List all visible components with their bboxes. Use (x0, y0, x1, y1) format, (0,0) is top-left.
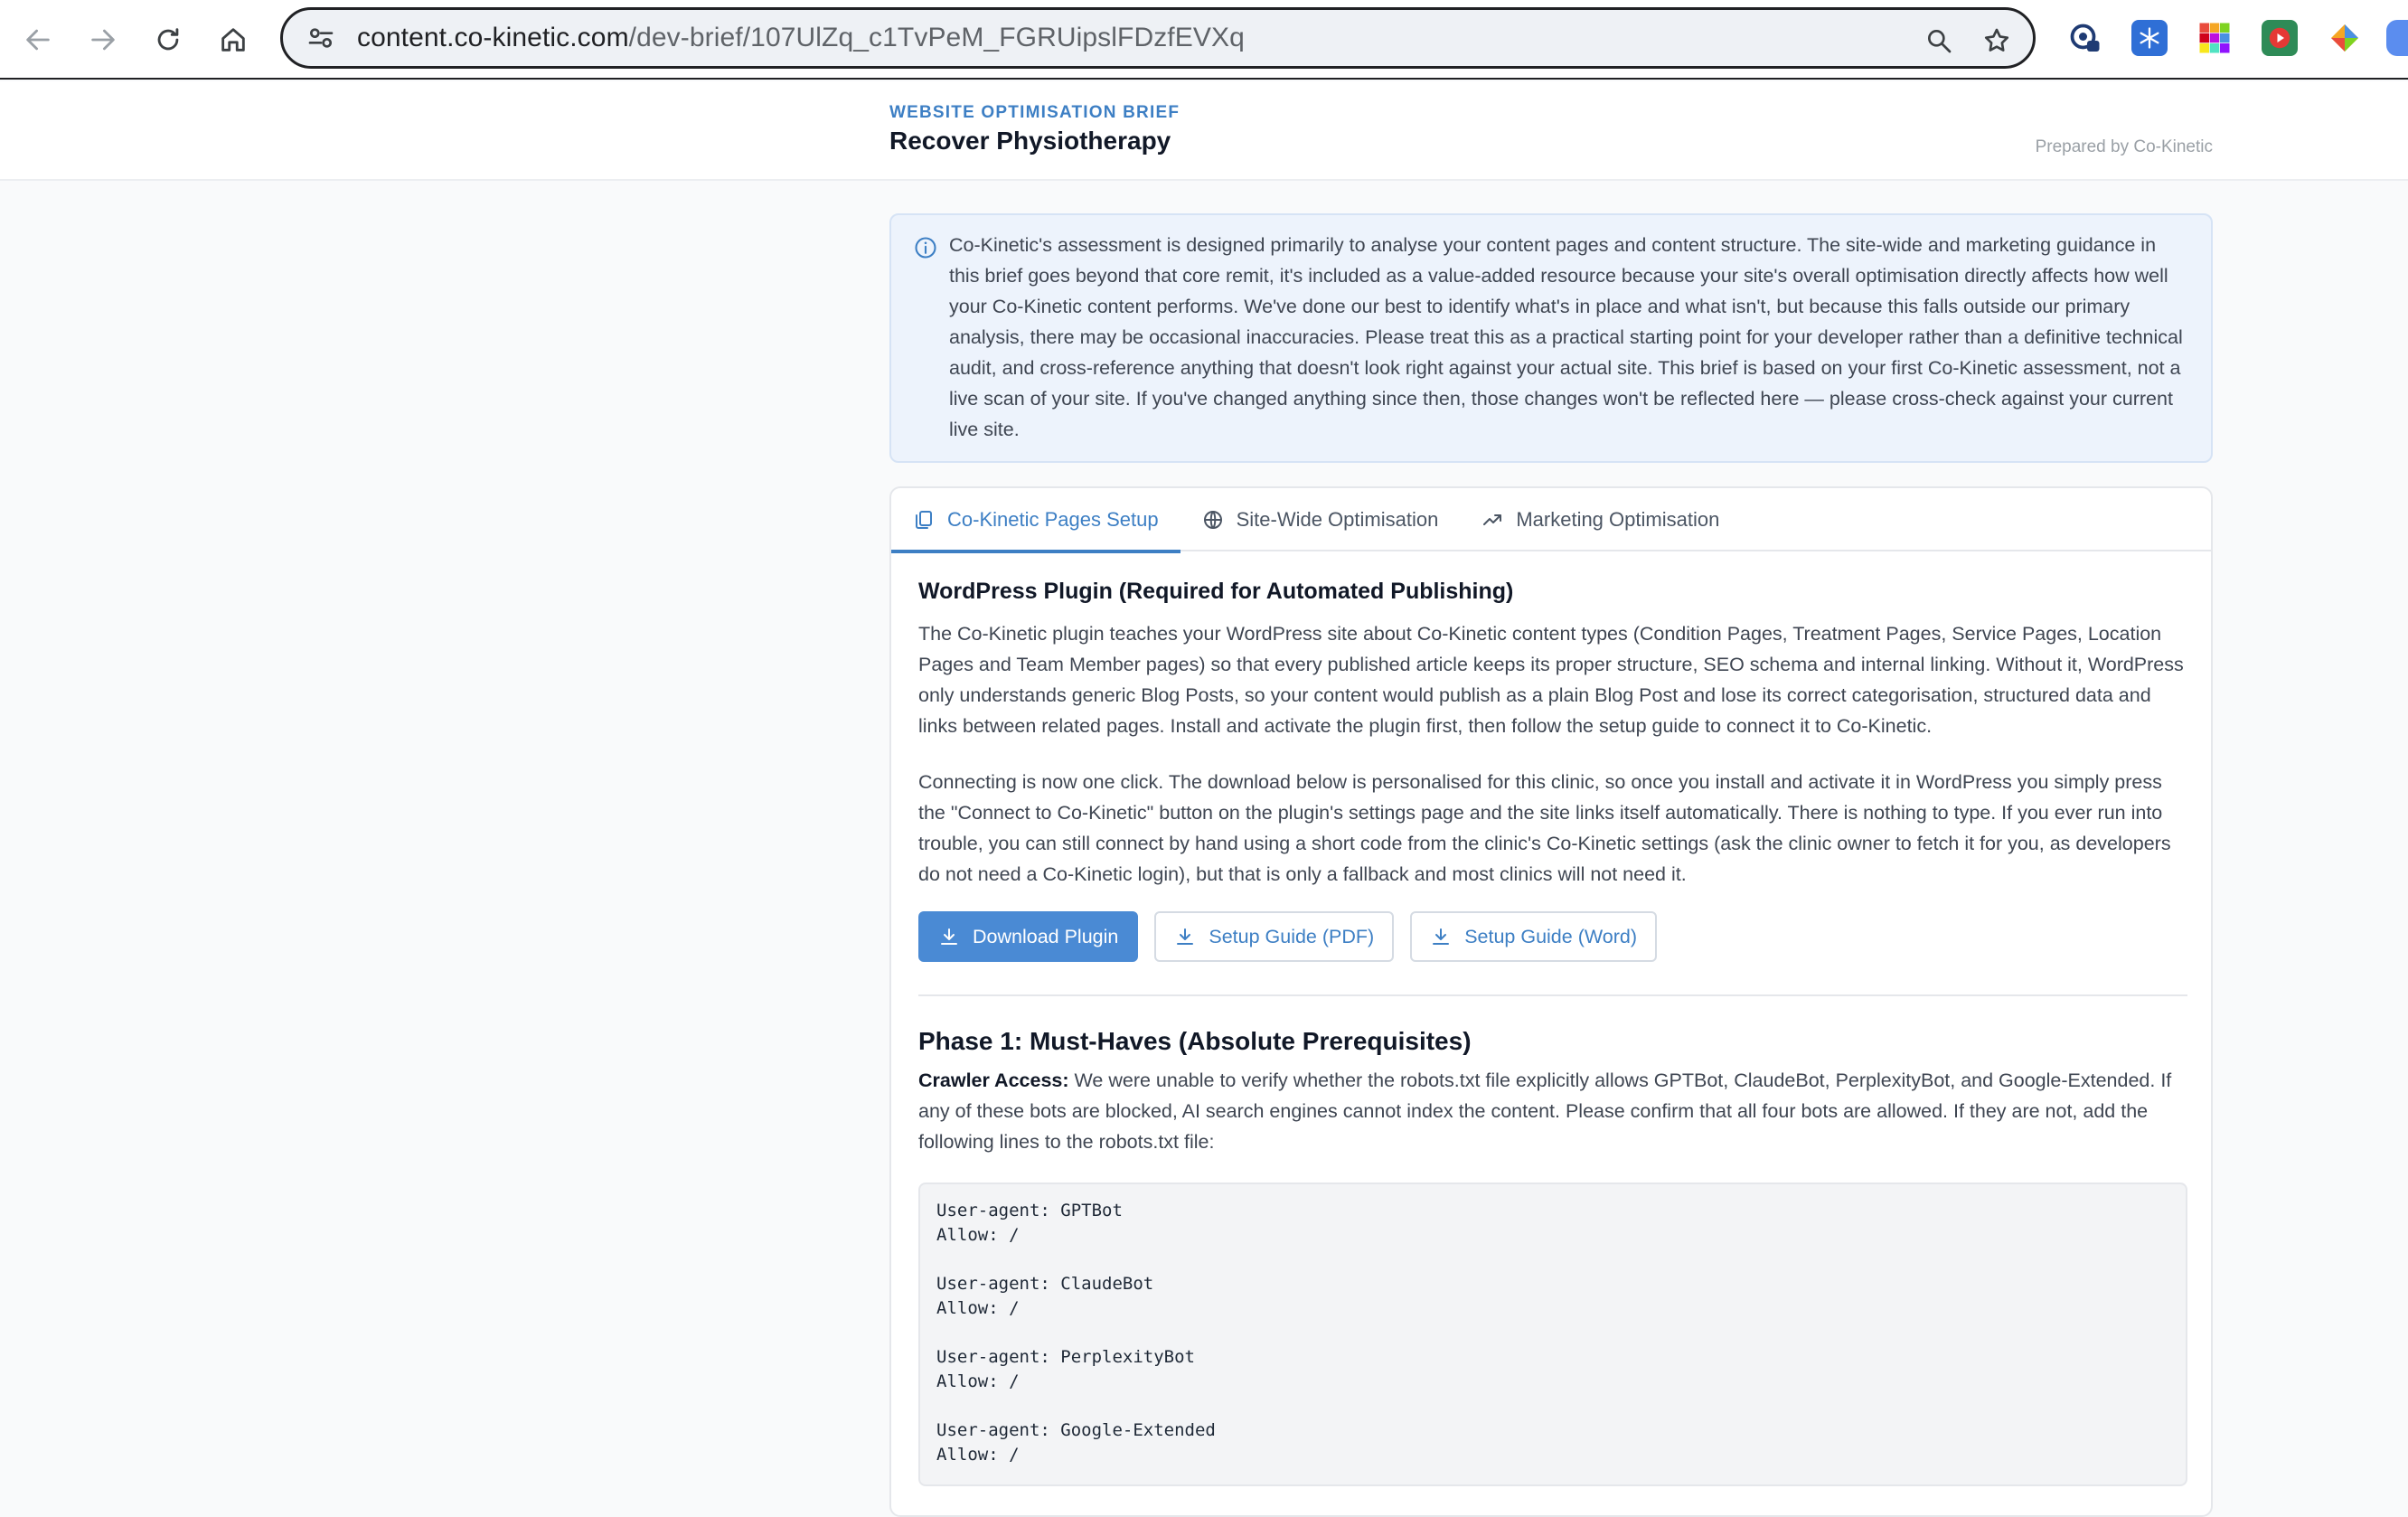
trending-up-icon (1481, 509, 1503, 531)
setup-guide-pdf-button[interactable] (1154, 911, 1394, 962)
video-play-extension-icon[interactable] (2262, 20, 2298, 56)
info-icon (913, 235, 938, 260)
copy-icon (913, 509, 935, 531)
tab-label: Site-Wide Optimisation (1236, 508, 1439, 531)
crawler-access-label: Crawler Access: (918, 1069, 1069, 1091)
snowflake-extension-icon[interactable] (2131, 20, 2168, 56)
brief-card (889, 486, 2213, 1517)
home-button[interactable] (210, 16, 257, 63)
download-icon (938, 926, 960, 947)
reload-icon (153, 24, 183, 55)
section-divider (918, 994, 2187, 996)
plugin-actions (918, 911, 1657, 962)
page-header (0, 81, 2408, 181)
bookmark-star-icon[interactable] (1979, 23, 2015, 59)
plugin-connect-description: Connecting is now one click. The download below is personalised for this clinic, so once you install and activate it in WordPress you simply press the "Connect to Co-Kinetic" button on the plugin's settings page and the site links itself automatically. There is nothing to type. If you ever run into trouble, you can still connect by hand using a short code from the clinic's Co-Kinetic settings (ask the clinic owner to fetch it for you, as developers do not need a Co-Kinetic login), but that is only a fallback and most clinics will not need it. (918, 771, 2171, 885)
browser-toolbar (0, 0, 2408, 80)
crawler-access-body: We were unable to verify whether the robots.txt file explicitly allows GPTBot, ClaudeBot, PerplexityBot, and Google-Extended. If any of these bots are blocked, AI search engines cannot index the content. Please confirm that all four bots are allowed. If they are not, add the following lines to the robots.txt file: (918, 1069, 2172, 1153)
button-label: Download Plugin (973, 925, 1119, 947)
page-title: Recover Physiotherapy (889, 127, 1171, 155)
arrow-left-icon (23, 24, 53, 55)
download-icon (1430, 926, 1452, 947)
back-button[interactable] (14, 16, 61, 63)
notice-text: Co-Kinetic's assessment is designed primarily to analyse your content pages and content structure. The site-wide and marketing guidance in this brief goes beyond that core remit, it's included as a value-added resource because your site's overall optimisation directly affects how well your Co-Kinetic content performs. We've done our best to identify what's in place and what isn't, but because this falls outside our primary analysis, there may be occasional inaccuracies. Please treat this as a practical starting point for your developer rather than a definitive technical audit, and cross-reference anything that doesn't look right against your actual site. This brief is based on your first Co-Kinetic assessment, not a live scan of your site. If you've changed anything since then, those changes won't be reflected here — please cross-check against your current live site. (949, 234, 2183, 440)
plugin-heading: WordPress Plugin (Required for Automated Publishing) (918, 579, 1514, 604)
arrow-right-icon (88, 24, 118, 55)
plugin-description: The Co-Kinetic plugin teaches your WordPress site about Co-Kinetic content types (Condition Pages, Treatment Pages, Service Pages, Location Pages and Team Member pages) so that every published article keeps its proper structure, SEO schema and internal linking. Without it, WordPress only understands generic Blog Posts, so your content would publish as a plain Blog Post and lose its correct categorisation, structured data and links between related pages. Install and activate the plugin first, then follow the setup guide to connect it to Co-Kinetic. (918, 623, 2184, 737)
globe-icon (1202, 509, 1224, 531)
home-icon (218, 24, 249, 55)
color-grid-extension-icon[interactable] (2196, 20, 2233, 56)
button-label: Setup Guide (Word) (1464, 925, 1637, 947)
robots-txt-code-block[interactable]: User-agent: GPTBot Allow: / User-agent: ClaudeBot Allow: / User-agent: PerplexityBot Allow: / User-agent: Google-Extended Allow: / (918, 1183, 2187, 1486)
diamond-extension-icon[interactable] (2327, 20, 2363, 56)
crawler-access-text (918, 1065, 2187, 1157)
zoom-icon[interactable] (1921, 23, 1957, 59)
tab-co-kinetic-pages-setup[interactable] (891, 488, 1180, 551)
tab-marketing-optimisation[interactable] (1460, 488, 1741, 551)
download-plugin-button[interactable] (918, 911, 1138, 962)
tab-bar (891, 488, 2211, 551)
forward-button[interactable] (80, 16, 127, 63)
site-settings-icon[interactable] (303, 20, 339, 56)
tab-label: Marketing Optimisation (1516, 508, 1720, 531)
tab-site-wide-optimisation[interactable] (1180, 488, 1461, 551)
tab-panel (918, 579, 2187, 1465)
button-label: Setup Guide (PDF) (1209, 925, 1375, 947)
url-path: /dev-brief/107UlZq_c1TvPeM_FGRUipslFDzfEVXq (628, 23, 1245, 52)
url-text[interactable] (357, 23, 1245, 53)
reload-button[interactable] (145, 16, 192, 63)
address-bar[interactable] (280, 7, 2036, 69)
prepared-by: Prepared by Co-Kinetic (2035, 137, 2213, 156)
phase-1-title: Phase 1: Must-Haves (Absolute Prerequisites) (918, 1027, 1472, 1055)
download-icon (1174, 926, 1196, 947)
password-manager-extension-icon[interactable] (2066, 20, 2102, 56)
url-host: content.co-kinetic.com (357, 23, 629, 52)
tab-label: Co-Kinetic Pages Setup (947, 508, 1159, 531)
setup-guide-word-button[interactable] (1410, 911, 1657, 962)
assessment-notice (889, 213, 2213, 463)
profile-avatar-icon[interactable] (2386, 20, 2408, 56)
brief-eyebrow: WEBSITE OPTIMISATION BRIEF (889, 103, 1180, 122)
